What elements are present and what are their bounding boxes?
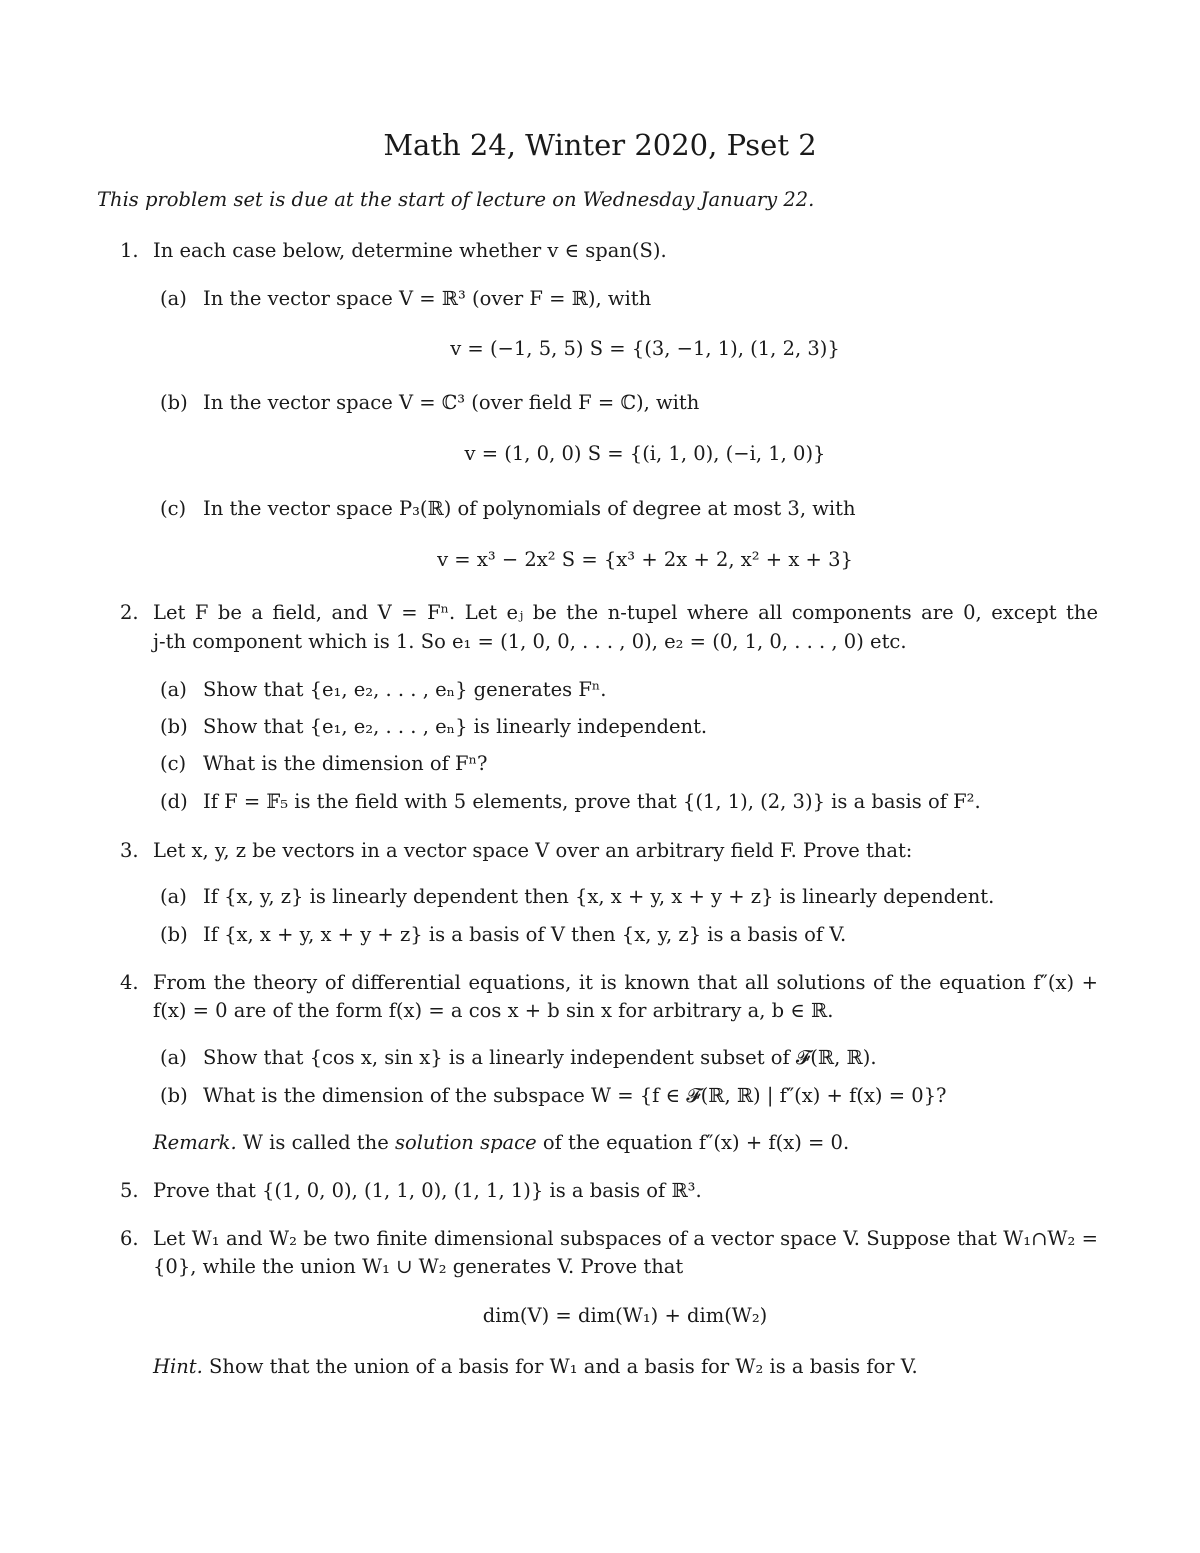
problem-2-number: 2. (120, 601, 139, 624)
problem-4-text-line-1: From the theory of differential equations, it is known that all solutions of the equation f″(x) + (153, 971, 1098, 994)
problem-5-text: Prove that {(1, 0, 0), (1, 1, 0), (1, 1, 1)} is a basis of ℝ³. (153, 1179, 702, 1202)
problem-3-number: 3. (120, 839, 139, 862)
problem-3a-label: (a) (160, 885, 187, 908)
problem-1c-text: In the vector space P₃(ℝ) of polynomials of degree at most 3, with (203, 497, 856, 520)
problem-2c-text: What is the dimension of Fⁿ? (203, 752, 488, 775)
remark-text-2: of the equation f″(x) + f(x) = 0. (536, 1131, 850, 1154)
problem-3a-text: If {x, y, z} is linearly dependent then {x, x + y, x + y + z} is linearly dependent. (203, 885, 995, 908)
problem-1c-equation: v = x³ − 2x² S = {x³ + 2x + 2, x² + x + 3} (437, 548, 853, 571)
problem-5-number: 5. (120, 1179, 139, 1202)
remark-text-1: W is called the (236, 1131, 395, 1154)
problem-2d-label: (d) (160, 790, 188, 813)
problem-2-text-line-2: j-th component which is 1. So e₁ = (1, 0, 0, . . . , 0), e₂ = (0, 1, 0, . . . , 0) etc. (153, 630, 907, 653)
intro-text: This problem set is due at the start of lecture on Wednesday January 22. (97, 188, 815, 211)
problem-3-text: Let x, y, z be vectors in a vector space V over an arbitrary field F. Prove that: (153, 839, 913, 862)
remark-term: solution space (394, 1131, 537, 1154)
problem-6-text-line-1: Let W₁ and W₂ be two finite dimensional subspaces of a vector space V. Suppose that W₁∩W₂ = (153, 1227, 1098, 1250)
problem-1-number: 1. (120, 239, 139, 262)
problem-2a-label: (a) (160, 678, 187, 701)
problem-1a-label: (a) (160, 287, 187, 310)
hint-label: Hint. (153, 1355, 203, 1378)
problem-6-text-line-2: {0}, while the union W₁ ∪ W₂ generates V. Prove that (153, 1255, 684, 1278)
problem-3b-text: If {x, x + y, x + y + z} is a basis of V then {x, y, z} is a basis of V. (203, 923, 847, 946)
problem-1b-label: (b) (160, 391, 188, 414)
problem-2c-label: (c) (160, 752, 187, 775)
problem-4b-text: What is the dimension of the subspace W = {f ∈ 𝓕(ℝ, ℝ) | f″(x) + f(x) = 0}? (203, 1084, 947, 1107)
problem-4-text-line-2: f(x) = 0 are of the form f(x) = a cos x + b sin x for arbitrary a, b ∈ ℝ. (153, 999, 834, 1022)
problem-2b-text: Show that {e₁, e₂, . . . , eₙ} is linearly independent. (203, 715, 708, 738)
problem-2-text-line-1: Let F be a field, and V = Fⁿ. Let eⱼ be the n-tupel where all components are 0, except the (153, 601, 1098, 624)
problem-1a-text: In the vector space V = ℝ³ (over F = ℝ), with (203, 287, 652, 310)
problem-1c-label: (c) (160, 497, 187, 520)
problem-4-number: 4. (120, 971, 139, 994)
hint-text: Show that the union of a basis for W₁ and a basis for W₂ is a basis for V. (202, 1355, 918, 1378)
remark-label: Remark. (153, 1131, 237, 1154)
problem-2a-text: Show that {e₁, e₂, . . . , eₙ} generates Fⁿ. (203, 678, 607, 701)
problem-4a-text: Show that {cos x, sin x} is a linearly independent subset of 𝓕(ℝ, ℝ). (203, 1046, 877, 1069)
problem-6-hint (153, 1354, 918, 1380)
problem-3b-label: (b) (160, 923, 188, 946)
problem-4-remark (153, 1130, 849, 1156)
problem-4b-label: (b) (160, 1084, 188, 1107)
problem-4a-label: (a) (160, 1046, 187, 1069)
problem-6-equation: dim(V) = dim(W₁) + dim(W₂) (482, 1304, 768, 1327)
problem-1b-text: In the vector space V = ℂ³ (over field F = ℂ), with (203, 391, 700, 414)
page-title: Math 24, Winter 2020, Pset 2 (383, 128, 817, 162)
problem-2b-label: (b) (160, 715, 188, 738)
problem-1-text: In each case below, determine whether v ∈ span(S). (153, 239, 667, 262)
problem-1a-equation: v = (−1, 5, 5) S = {(3, −1, 1), (1, 2, 3)} (450, 337, 840, 360)
problem-6-number: 6. (120, 1227, 139, 1250)
problem-2d-text: If F = 𝔽₅ is the field with 5 elements, prove that {(1, 1), (2, 3)} is a basis of F². (203, 790, 981, 813)
problem-1b-equation: v = (1, 0, 0) S = {(i, 1, 0), (−i, 1, 0)} (464, 442, 826, 465)
